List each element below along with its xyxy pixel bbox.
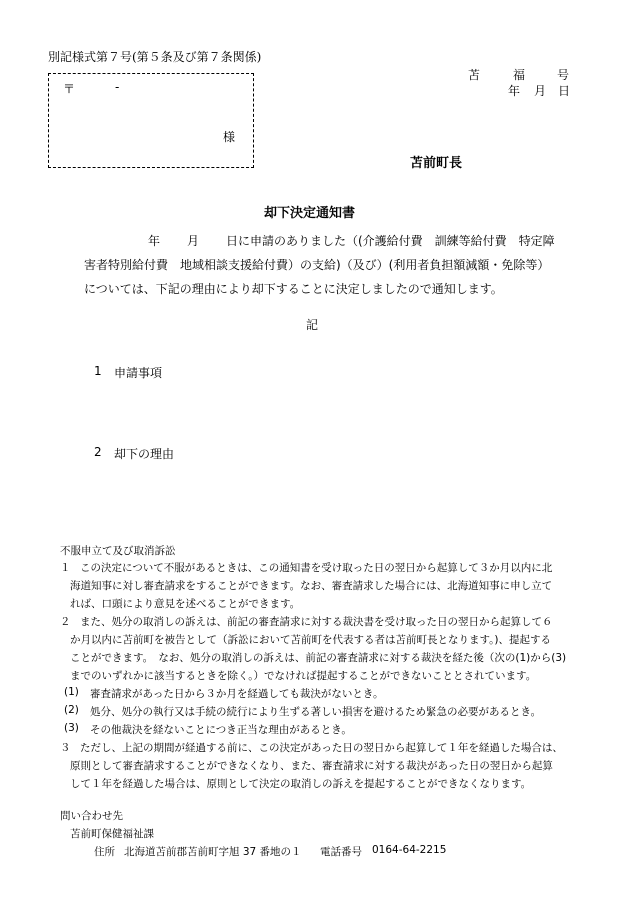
appeal-line: までのいずれかに該当するときを除く。）でなければ提起することができないこととされています。 [70, 670, 537, 682]
appeal-line: して１年を経過した場合は、原則として決定の取消しの訴えを提起することができなくなります。 [70, 778, 532, 790]
doc-number-prefix: 苫 [468, 68, 481, 82]
page-title: 却下決定通知書 [264, 206, 356, 221]
appeal-mark: (1) [64, 686, 79, 698]
honorific: 様 [223, 130, 236, 144]
contact-phone-label: 電話番号 [320, 846, 362, 858]
appeal-mark: ３ [60, 742, 71, 754]
appeal-line: その他裁決を経ないことにつき正当な理由があるとき。 [90, 724, 352, 736]
appeal-line: れば、口頭により意見を述べることができます。 [70, 598, 301, 610]
appeal-mark: １ [60, 562, 71, 574]
contact-heading: 問い合わせ先 [60, 810, 123, 822]
postal-dash: - [115, 80, 120, 94]
body-line1: 日に申請のありました（(介護給付費 訓練等給付費 特定障 [226, 234, 555, 248]
appeal-line: か月以内に苫前町を被告として（訴訟において苫前町を代表する者は苫前町長となります。)、提起する [70, 634, 552, 646]
appeal-heading: 不服申立て及び取消訴訟 [60, 545, 176, 557]
section-2-label: 却下の理由 [114, 447, 175, 461]
appeal-mark: (3) [64, 722, 79, 734]
body-line2: 害者特別給付費 地域相談支援給付費）の支給)（及び）(利用者負担額減額・免除等） [84, 258, 550, 272]
appeal-line: 審査請求があった日から３か月を経過しても裁決がないとき。 [90, 688, 384, 700]
form-label: 別記様式第７号(第５条及び第７条関係) [48, 50, 262, 64]
contact-phone: 0164-64-2215 [372, 844, 447, 856]
section-1-num: 1 [94, 364, 102, 378]
appeal-mark: ２ [60, 616, 71, 628]
body-month: 月 [187, 234, 200, 248]
ki-mark: 記 [306, 318, 319, 332]
contact-dept: 苫前町保健福祉課 [70, 828, 154, 840]
body-line3: については、下記の理由により却下することに決定しましたので通知します。 [84, 282, 503, 296]
body-year: 年 [148, 234, 161, 248]
contact-address: 北海道苫前郡苫前町字旭 37 番地の１ [124, 846, 302, 858]
section-2-num: 2 [94, 445, 102, 459]
doc-number-suffix: 号 [557, 68, 570, 82]
appeal-line: 原則として審査請求することができなくなり、また、審査請求に対する裁決があった日の翌日から起算 [70, 760, 553, 772]
section-1-label: 申請事項 [114, 366, 163, 380]
appeal-mark: (2) [64, 704, 79, 716]
sender: 苫前町長 [410, 156, 463, 171]
appeal-line: ことができます。 なお、処分の取消しの訴えは、前記の審査請求に対する裁決を経た後（次の(1)から(3) [70, 652, 567, 664]
date-day: 日 [558, 84, 571, 98]
contact-address-label: 住所 [94, 846, 115, 858]
appeal-line: 海道知事に対し審査請求をすることができます。なお、審査請求した場合には、北海道知事に申し立て [70, 580, 553, 592]
doc-number-mid: 福 [513, 68, 526, 82]
appeal-line: 処分、処分の執行又は手続の続行により生ずる著しい損害を避けるため緊急の必要があるとき。 [90, 706, 542, 718]
date-month: 月 [534, 84, 547, 98]
postal-mark: 〒 [63, 82, 76, 96]
appeal-line: この決定について不服があるときは、この通知書を受け取った日の翌日から起算して３か月以内に北 [80, 562, 553, 574]
appeal-line: ただし、上記の期間が経過する前に、この決定があった日の翌日から起算して１年を経過した場合は、 [80, 742, 563, 754]
address-box [48, 73, 254, 168]
date-year: 年 [508, 84, 521, 98]
appeal-line: また、処分の取消しの訴えは、前記の審査請求に対する裁決書を受け取った日の翌日から起算して６ [80, 616, 553, 628]
